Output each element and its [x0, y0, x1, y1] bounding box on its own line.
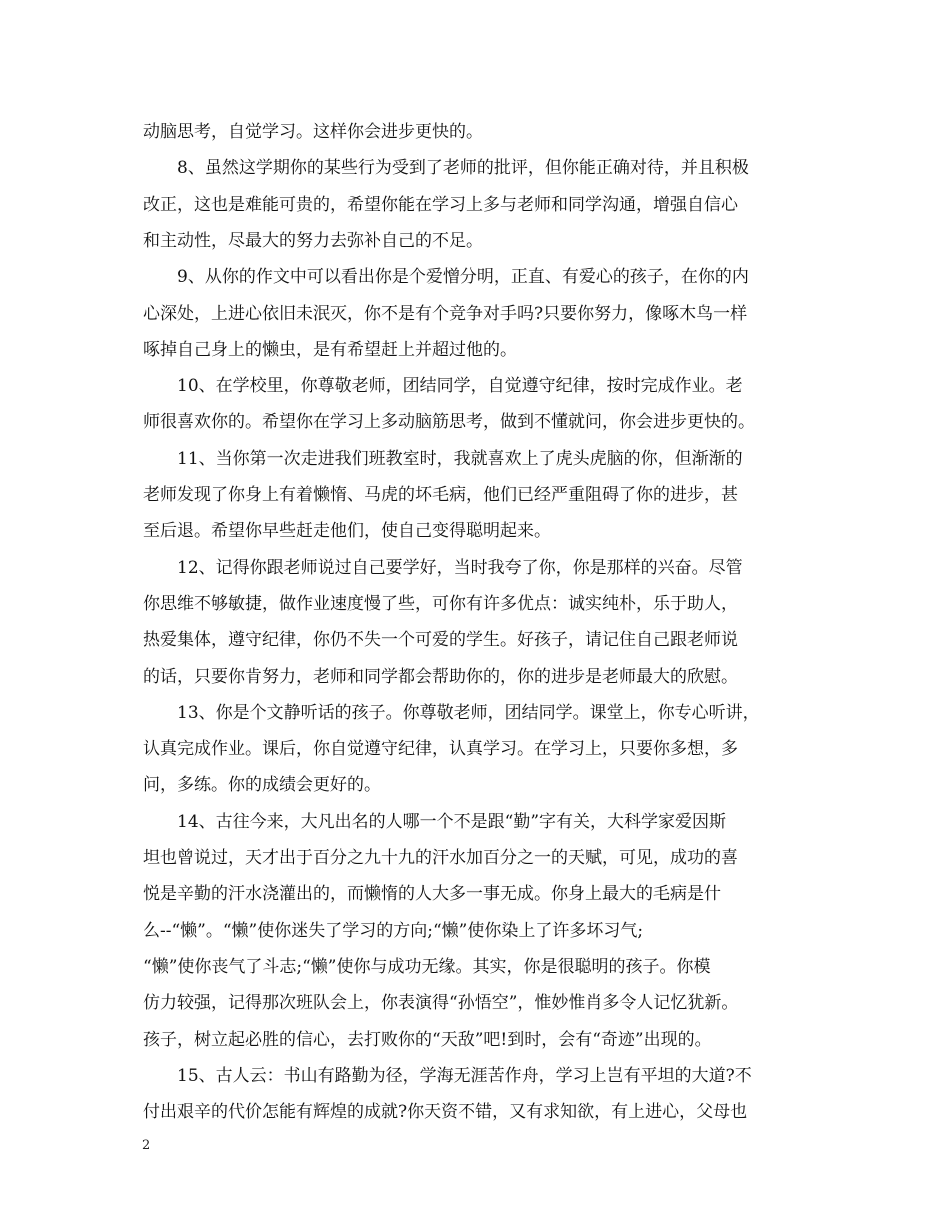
page-number: 2 — [142, 1138, 151, 1153]
text-line: 动脑思考，自觉学习。这样你会进步更快的。 — [143, 122, 483, 142]
text-line: “懒”使你丧气了斗志;“懒”使你与成功无缘。其实，你是很聪明的孩子。你模 — [143, 956, 711, 977]
text-line: 师很喜欢你的。希望你在学习上多动脑筋思考，做到不懂就问，你会进步更快的。 — [143, 412, 755, 433]
text-line: 14、古往今来，大凡出名的人哪一个不是跟“勤”字有关，大科学家爱因斯 — [143, 811, 727, 832]
text-line: 至后退。希望你早些赶走他们，使自己变得聪明起来。 — [143, 521, 551, 542]
text-line: 改正，这也是难能可贵的，希望你能在学习上多与老师和同学沟通，增强自信心 — [143, 194, 738, 215]
text-line: 的话，只要你肯努力，老师和同学都会帮助你的，你的进步是老师最大的欣慰。 — [143, 666, 738, 687]
text-line: 么--“懒”。“懒”使你迷失了学习的方向;“懒”使你染上了许多坏习气; — [143, 920, 644, 941]
text-line: 12、记得你跟老师说过自己要学好，当时我夸了你，你是那样的兴奋。尽管 — [143, 557, 743, 578]
text-line: 悦是辛勤的汗水浇灌出的，而懒惰的人大多一事无成。你身上最大的毛病是什 — [143, 884, 721, 905]
text-line: 心深处，上进心依旧未泯灭，你不是有个竞争对手吗?只要你努力，像啄木鸟一样 — [143, 303, 748, 324]
text-line: 付出艰辛的代价怎能有辉煌的成就?你天资不错，又有求知欲，有上进心，父母也 — [143, 1102, 748, 1123]
text-line: 孩子，树立起必胜的信心，去打败你的“天敌”吧!到时，会有“奇迹”出现的。 — [143, 1029, 712, 1050]
text-line: 10、在学校里，你尊敬老师，团结同学，自觉遵守纪律，按时完成作业。老 — [143, 376, 743, 397]
text-line: 热爱集体，遵守纪律，你仍不失一个可爱的学生。好孩子，请记住自己跟老师说 — [143, 630, 738, 651]
text-line: 啄掉自己身上的懒虫，是有希望赶上并超过他的。 — [143, 339, 517, 360]
text-line: 仿力较强，记得那次班队会上，你表演得“孙悟空”，惟妙惟肖多令人记忆犹新。 — [143, 993, 739, 1014]
text-line: 你思维不够敏捷，做作业速度慢了些，可你有许多优点：诚实纯朴，乐于助人， — [143, 593, 738, 614]
text-line: 11、当你第一次走进我们班教室时，我就喜欢上了虎头虎脑的你，但渐渐的 — [143, 448, 743, 469]
text-line: 13、你是个文静听话的孩子。你尊敬老师，团结同学。课堂上，你专心听讲， — [143, 702, 760, 723]
text-line: 老师发现了你身上有着懒惰、马虎的坏毛病，他们已经严重阻碍了你的进步，甚 — [143, 485, 738, 505]
text-line: 认真完成作业。课后，你自觉遵守纪律，认真学习。在学习上，只要你多想，多 — [143, 739, 738, 760]
text-line: 和主动性，尽最大的努力去弥补自己的不足。 — [143, 230, 483, 251]
text-line: 15、古人云：书山有路勤为径，学海无涯苦作舟，学习上岂有平坦的大道?不 — [143, 1065, 752, 1086]
text-line: 8、虽然这学期你的某些行为受到了老师的批评，但你能正确对待，并且积极 — [143, 158, 749, 179]
text-line: 问，多练。你的成绩会更好的。 — [143, 775, 381, 796]
text-line: 坦也曾说过，天才出于百分之九十九的汗水加百分之一的天赋，可见，成功的喜 — [143, 848, 738, 868]
text-line: 9、从你的作文中可以看出你是个爱憎分明，正直、有爱心的孩子，在你的内 — [143, 267, 749, 288]
